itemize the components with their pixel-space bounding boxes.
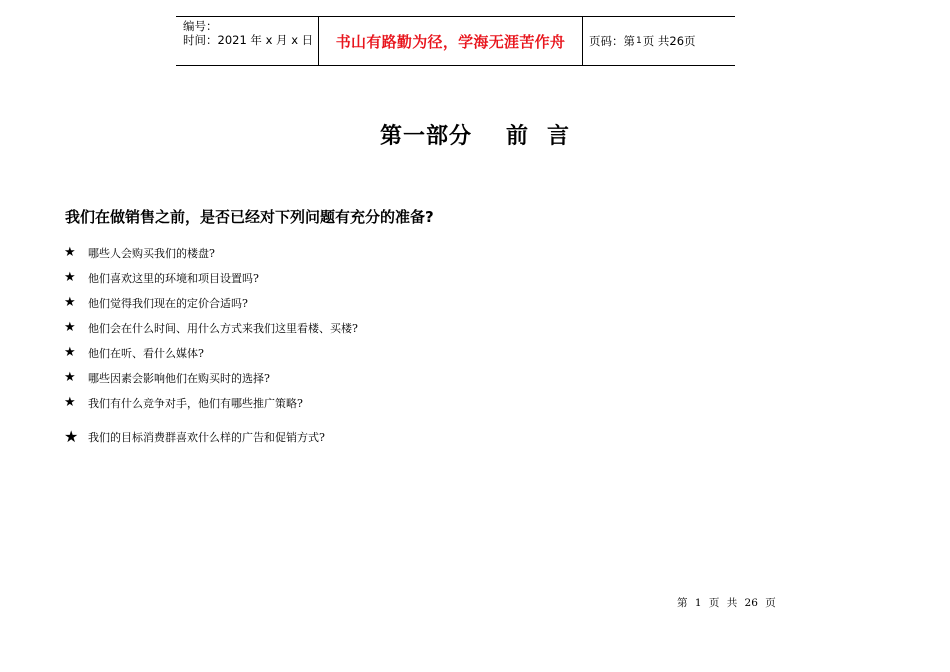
- document-number-label: 编号：: [183, 19, 218, 33]
- page-current: 1: [636, 36, 642, 46]
- header-motto: 书山有路勤为径，学海无涯苦作舟: [319, 17, 583, 65]
- list-item-text: 哪些人会购买我们的楼盘?: [88, 246, 215, 260]
- page-suffix: 页: [684, 34, 696, 48]
- list-item-text: 他们会在什么时间、用什么方式来我们这里看楼、买楼?: [88, 321, 358, 335]
- header-meta: [176, 17, 319, 65]
- list-item: [64, 240, 358, 265]
- list-item-text: 哪些因素会影响他们在购买时的选择?: [88, 371, 270, 385]
- page-middle: 页 共: [642, 34, 670, 48]
- document-time: 时间：2021 年 x 月 x 日: [183, 33, 314, 47]
- list-item: [64, 290, 358, 315]
- list-item: [64, 390, 358, 415]
- section-title-word2: 言: [547, 124, 571, 149]
- list-item: [64, 365, 358, 390]
- list-item-text: 他们喜欢这里的环境和项目设置吗?: [88, 271, 259, 285]
- list-item: [64, 265, 358, 290]
- black-star-icon: ★: [64, 426, 79, 446]
- black-star-icon: ★: [64, 345, 76, 360]
- page-total: 26: [669, 34, 685, 48]
- header-page-number: [583, 17, 735, 65]
- section-title-word1: 前: [505, 124, 529, 149]
- list-item-text: 我们有什么竞争对手，他们有哪些推广策略?: [88, 396, 303, 410]
- page-footer: 第 1 页 共 26 页: [677, 597, 776, 609]
- list-item-text: 他们在听、看什么媒体?: [88, 346, 204, 360]
- section-title-part: 第一部分: [379, 124, 472, 149]
- list-item: [64, 315, 358, 340]
- list-item-text: 我们的目标消费群喜欢什么样的广告和促销方式?: [88, 430, 325, 444]
- black-star-icon: ★: [64, 395, 76, 410]
- question-list: [64, 240, 358, 449]
- page-header: [176, 16, 735, 66]
- list-item: [64, 340, 358, 365]
- section-title: [0, 119, 950, 150]
- list-item-text: 他们觉得我们现在的定价合适吗?: [88, 296, 248, 310]
- black-star-icon: ★: [64, 295, 76, 310]
- black-star-icon: ★: [64, 320, 76, 335]
- black-star-icon: ★: [64, 270, 76, 285]
- intro-question: 我们在做销售之前，是否已经对下列问题有充分的准备?: [65, 208, 434, 226]
- page-prefix: 页码：第: [589, 34, 635, 48]
- black-star-icon: ★: [64, 245, 76, 260]
- black-star-icon: ★: [64, 370, 76, 385]
- list-item: [64, 424, 358, 449]
